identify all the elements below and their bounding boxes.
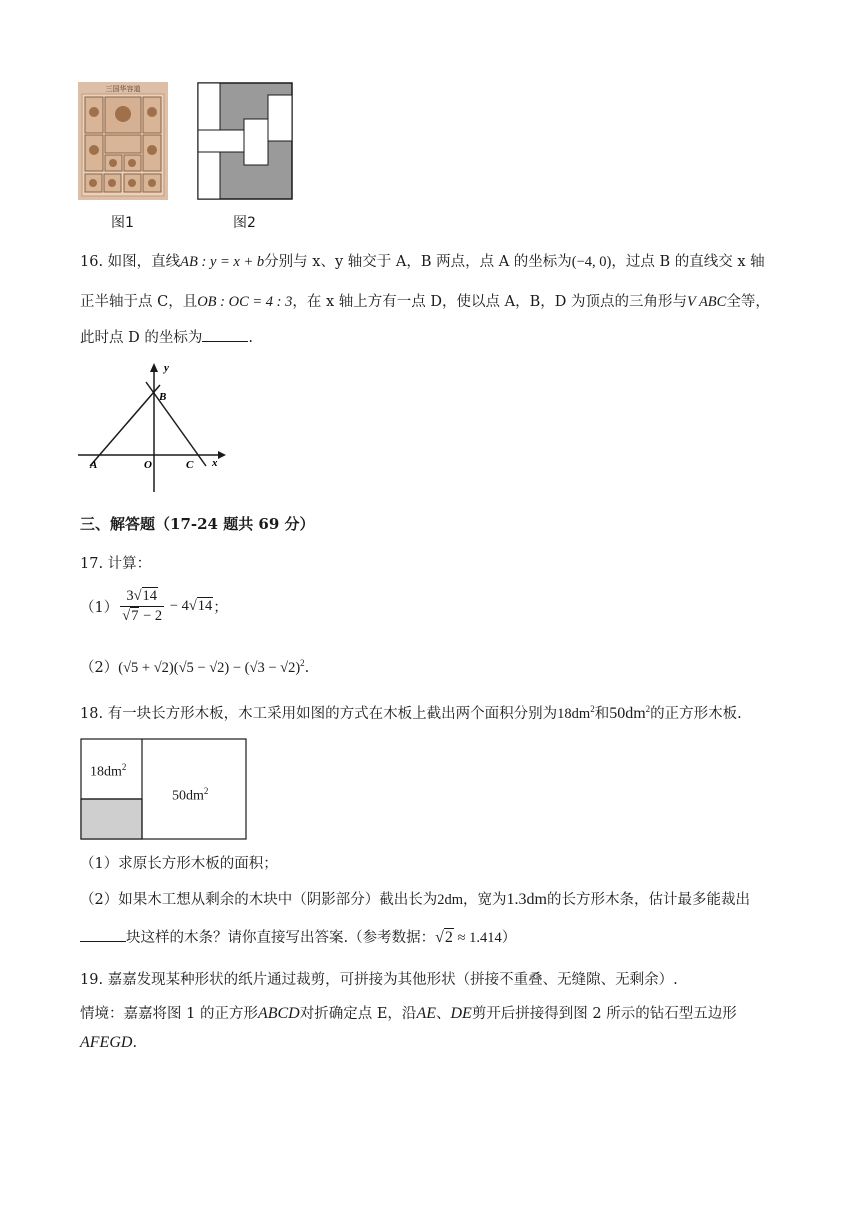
- q16-line-equation: AB : y = x + b: [180, 254, 265, 270]
- q16-line-3: [80, 326, 253, 347]
- q16-text-a: 如图，直线: [107, 254, 181, 270]
- q18-part-2-line-2: 块这样的木条？请你直接写出答案.（参考数据：√2 ≈ 1.414）: [80, 926, 516, 947]
- q18-number: 18.: [80, 706, 104, 722]
- q16-text-b: 分别与 x、y 轴交于 A，B 两点，点 A 的坐标为: [264, 254, 572, 270]
- section-3-heading: 三、解答题（17-24 题共 69 分）: [80, 515, 315, 533]
- q17-title: 计算：: [107, 556, 152, 572]
- q18-line-1: 18. 有一块长方形木板，木工采用如图的方式在木板上截出两个面积分别为$18dm^2$和$50dm^2$的正方形木板.: [80, 704, 742, 722]
- figure-2-caption: 图2: [233, 215, 256, 231]
- y-axis-label: y: [164, 362, 169, 374]
- q16-triangle: V ABC: [686, 294, 727, 310]
- q18-part-1: （1）求原长方形木板的面积；: [80, 856, 278, 872]
- q18-answer-blank[interactable]: [80, 929, 126, 942]
- q19-line-2: 情境：嘉嘉将图 1 的正方形ABCD对折确定点 E，沿AE、DE剪开后拼接得到图 2 所示的钻石型五边形: [80, 1005, 737, 1022]
- square-50-label: $50dm^2$: [172, 786, 209, 804]
- q17-part-1-label: （1）: [80, 600, 119, 616]
- q19-line-3: AFEGD.: [80, 1034, 138, 1051]
- q16-text-c: ，过点 B 的直线交 x 轴: [611, 254, 765, 270]
- q16-line-1: [80, 250, 765, 271]
- y-axis-arrow-icon: [150, 363, 158, 372]
- x-axis-label: x: [212, 457, 218, 469]
- q16-text-f: 全等，: [726, 294, 770, 310]
- q16-text-g: 此时点 D 的坐标为: [80, 330, 203, 346]
- q17-part-1-fraction: $\frac{3√14}{√7 - 2}$: [122, 588, 163, 624]
- point-a-label: A: [90, 459, 98, 471]
- q19-number: 19.: [80, 972, 104, 988]
- point-c-label: C: [186, 459, 194, 471]
- q16-text-e: ，在 x 轴上方有一点 D，使以点 A，B，D 为顶点的三角形与: [292, 294, 687, 310]
- q16-line-2: [80, 290, 770, 311]
- q18-part-2-line-1: （2）如果木工想从剩余的木块中（阴影部分）截出长为2dm，宽为1.3dm的长方形木条，估计最多能裁出: [80, 891, 750, 908]
- q16-answer-blank[interactable]: [202, 329, 248, 342]
- square-18-label: $18dm^2$: [90, 762, 127, 780]
- q16-text-end: .: [248, 330, 253, 346]
- q16-point-a-coord: (−4, 0): [571, 254, 612, 270]
- shaded-remainder: [81, 799, 142, 839]
- line-ab: [90, 385, 160, 466]
- q17-part-1: （1） $\frac{3√14}{√7 - 2}$ − 4√14；: [80, 588, 228, 624]
- q18-board-diagram: [80, 738, 247, 840]
- q16-number: 16.: [80, 254, 104, 270]
- origin-label: O: [144, 459, 152, 471]
- figure-1-photo: [78, 82, 168, 200]
- q19-line-1: 19. 嘉嘉发现某种形状的纸片通过裁剪，可拼接为其他形状（拼接不重叠、无缝隙、无剩余）.: [80, 972, 678, 988]
- q18-text-a: 有一块长方形木板，木工采用如图的方式在木板上截出两个面积分别为: [107, 706, 558, 722]
- q17-part-2-label: （2）: [80, 660, 119, 676]
- q16-coordinate-graph: [78, 360, 228, 495]
- figure-2-klotski-diagram: [197, 82, 293, 200]
- q16-text-d: 正半轴于点 C，且: [80, 294, 198, 310]
- q17-number: 17.: [80, 556, 104, 572]
- figure-1-photo-title: 三国华容道: [105, 85, 141, 93]
- q18-area-2: 50dm: [609, 705, 646, 722]
- q17-line-1: [80, 552, 151, 573]
- point-b-label: B: [159, 391, 167, 403]
- figure-1-caption: 图1: [111, 215, 134, 231]
- line-bc: [146, 382, 206, 466]
- x-axis-arrow-icon: [218, 451, 226, 459]
- q18-area-1: 18dm: [557, 706, 591, 722]
- q17-part-2: $(2)(√5 + √2)(√5 - √2) - (√3 - √2)^2$.: [80, 658, 310, 676]
- q16-ratio: OB : OC = 4 : 3: [197, 294, 293, 310]
- q17-part-2-expression: (√5 + √2)(√5 − √2) − (√3 − √2): [118, 660, 301, 676]
